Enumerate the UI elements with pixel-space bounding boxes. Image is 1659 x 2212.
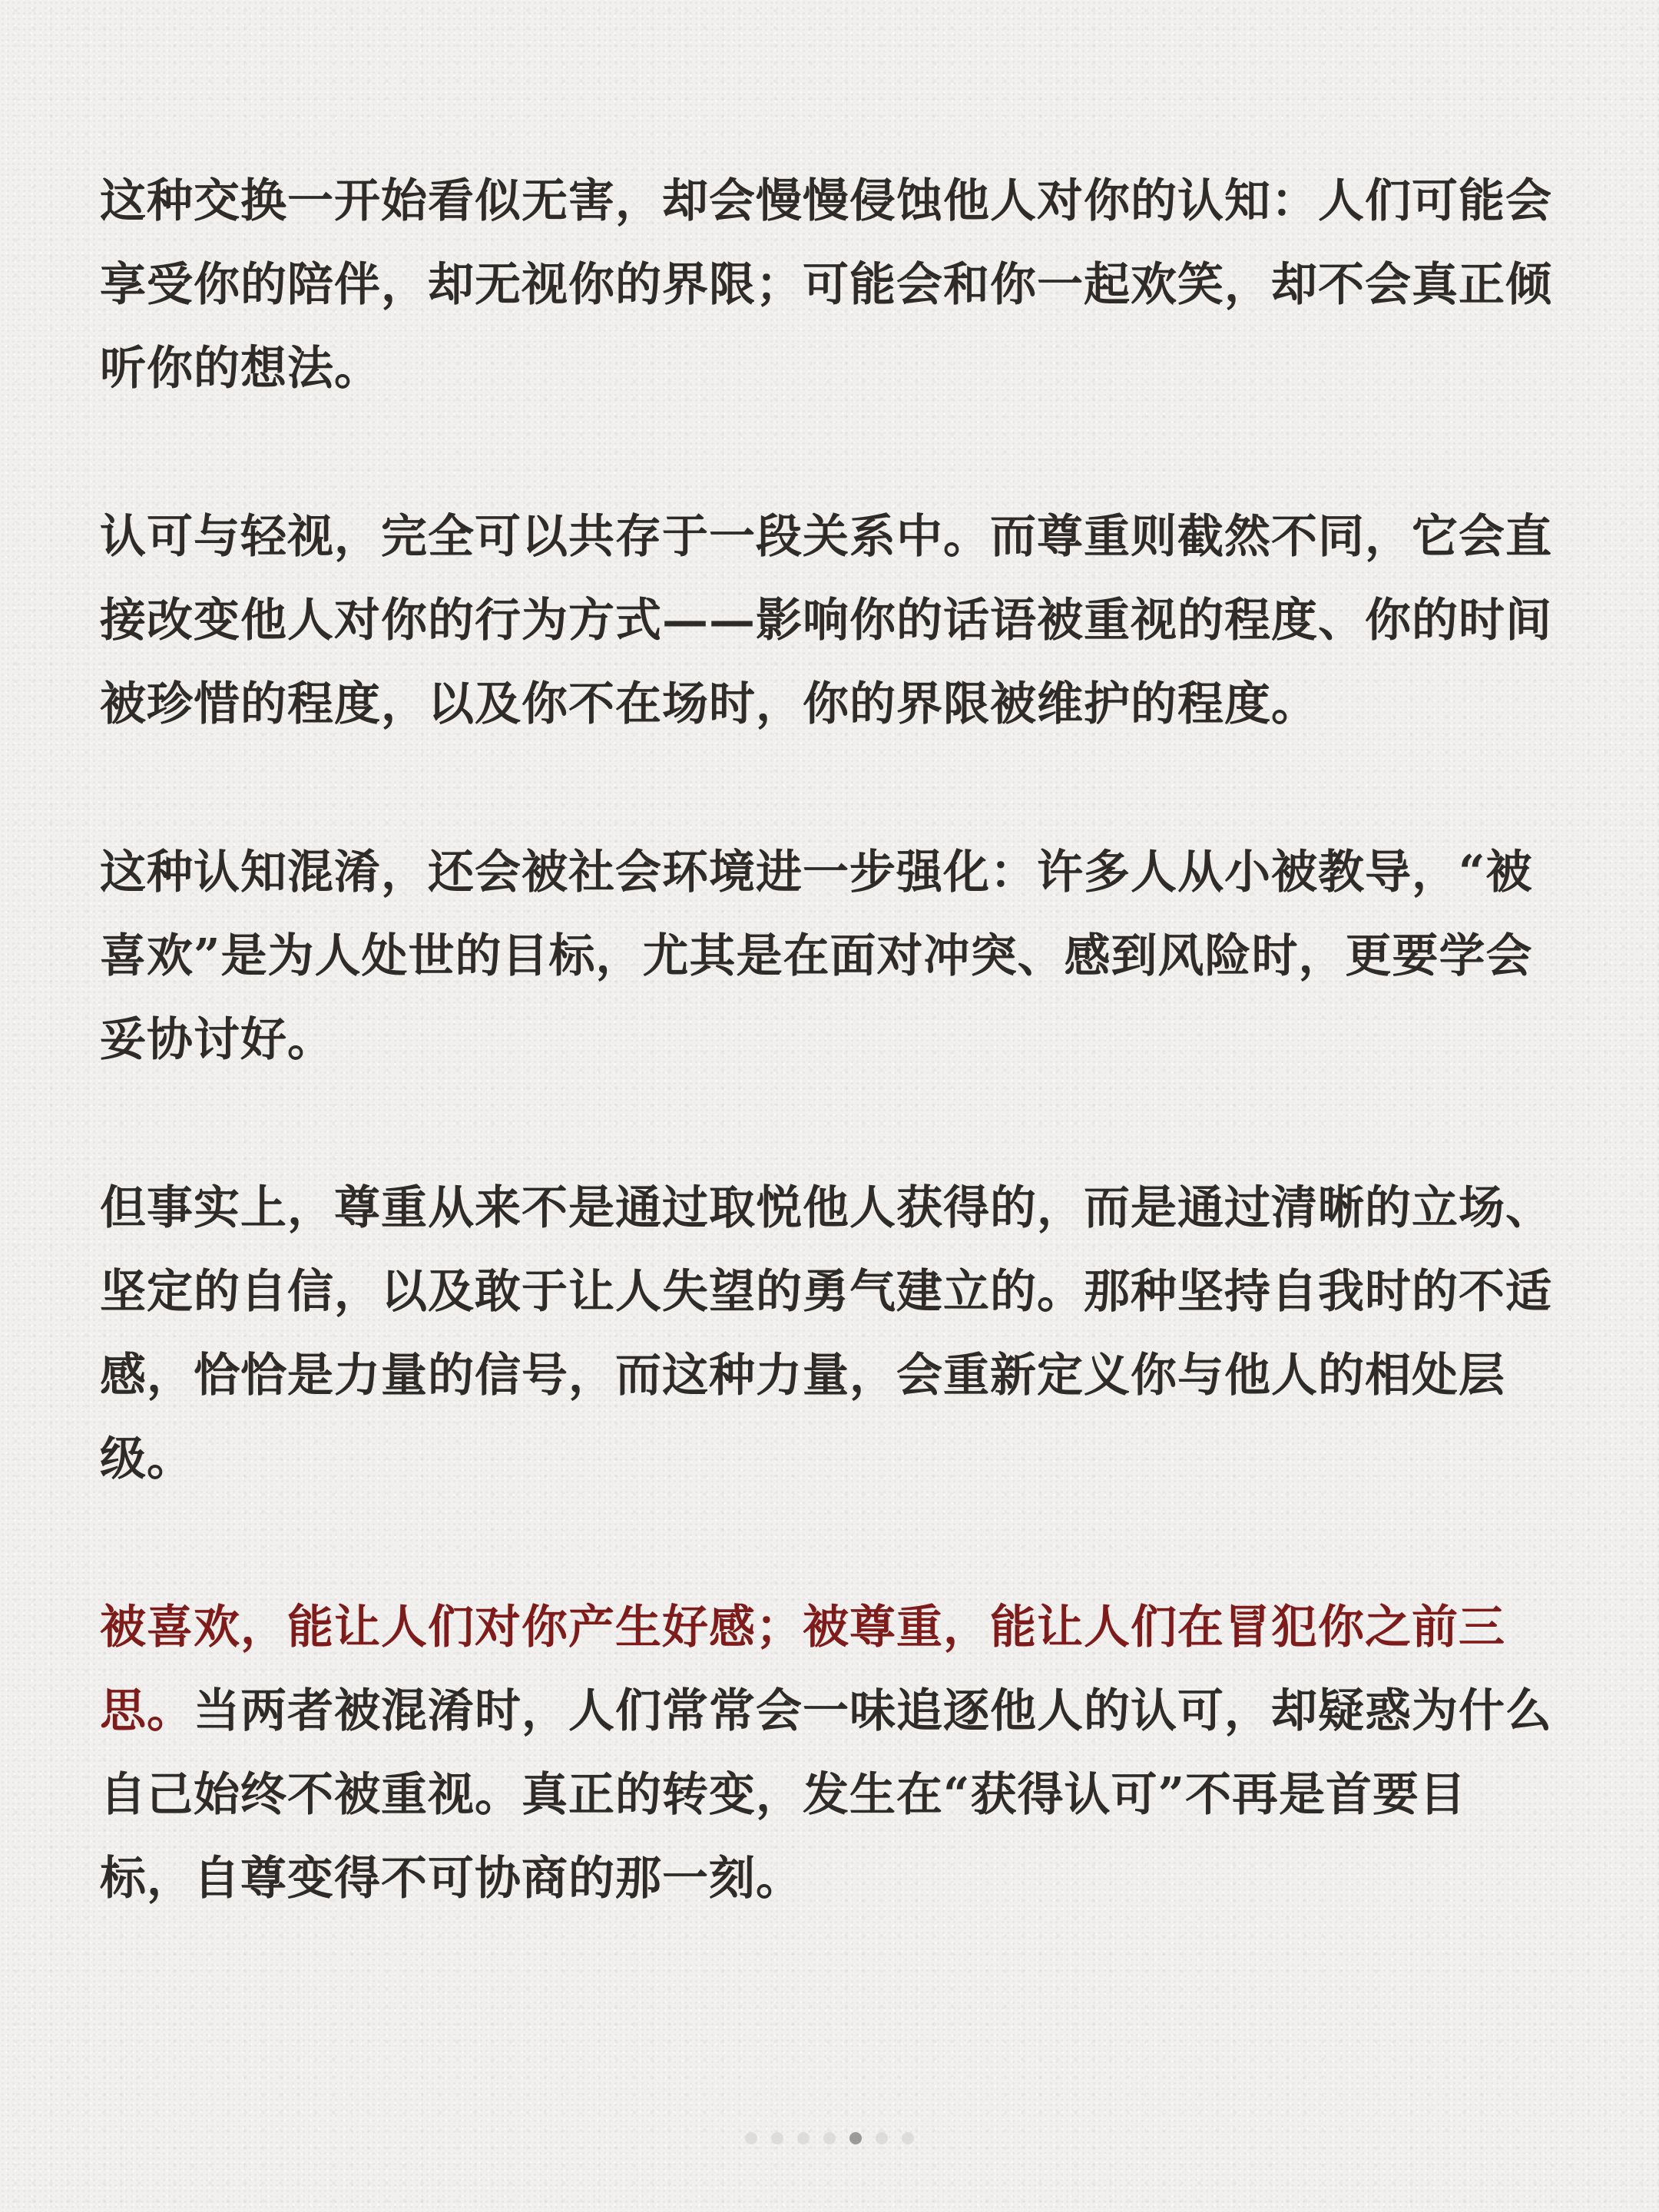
page-dot-4[interactable] xyxy=(823,2132,836,2144)
pagination-dots xyxy=(0,2132,1659,2144)
page-dot-6[interactable] xyxy=(876,2132,888,2144)
page-dot-3[interactable] xyxy=(797,2132,810,2144)
paragraph-3: 这种认知混淆，还会被社会环境进一步强化：许多人从小被教导，“被喜欢”是为人处世的目标，尤其是在面对冲突、感到风险时，更要学会妥协讨好。 xyxy=(100,846,1533,1067)
paragraph-5-text: 当两者被混淆时，人们常常会一味追逐他人的认可，却疑惑为什么自己始终不被重视。真正的转变，发生在“获得认可”不再是首要目标，自尊变得不可协商的那一刻。 xyxy=(100,1684,1552,1906)
page-dot-7[interactable] xyxy=(902,2132,914,2144)
page-dot-1[interactable] xyxy=(745,2132,757,2144)
paragraph-1: 这种交换一开始看似无害，却会慢慢侵蚀他人对你的认知：人们可能会享受你的陪伴，却无视你的界限；可能会和你一起欢笑，却不会真正倾听你的想法。 xyxy=(100,174,1552,396)
highlighted-sentence: 被喜欢，能让人们对你产生好感；被尊重，能让人们在冒犯你之前三思。 xyxy=(100,1601,1505,1738)
page-dot-2[interactable] xyxy=(771,2132,783,2144)
paragraph-2: 认可与轻视，完全可以共存于一段关系中。而尊重则截然不同，它会直接改变他人对你的行为方式——影响你的话语被重视的程度、你的时间被珍惜的程度，以及你不在场时，你的界限被维护的程度。 xyxy=(100,510,1552,731)
paragraph-4: 但事实上，尊重从来不是通过取悦他人获得的，而是通过清晰的立场、坚定的自信，以及敢于让人失望的勇气建立的。那种坚持自我时的不适感，恰恰是力量的信号，而这种力量，会重新定义你与他人的相处层级。 xyxy=(100,1181,1552,1486)
article-body xyxy=(100,160,1559,1921)
page-dot-5[interactable] xyxy=(849,2132,862,2144)
paragraph-5 xyxy=(100,1586,1559,1921)
